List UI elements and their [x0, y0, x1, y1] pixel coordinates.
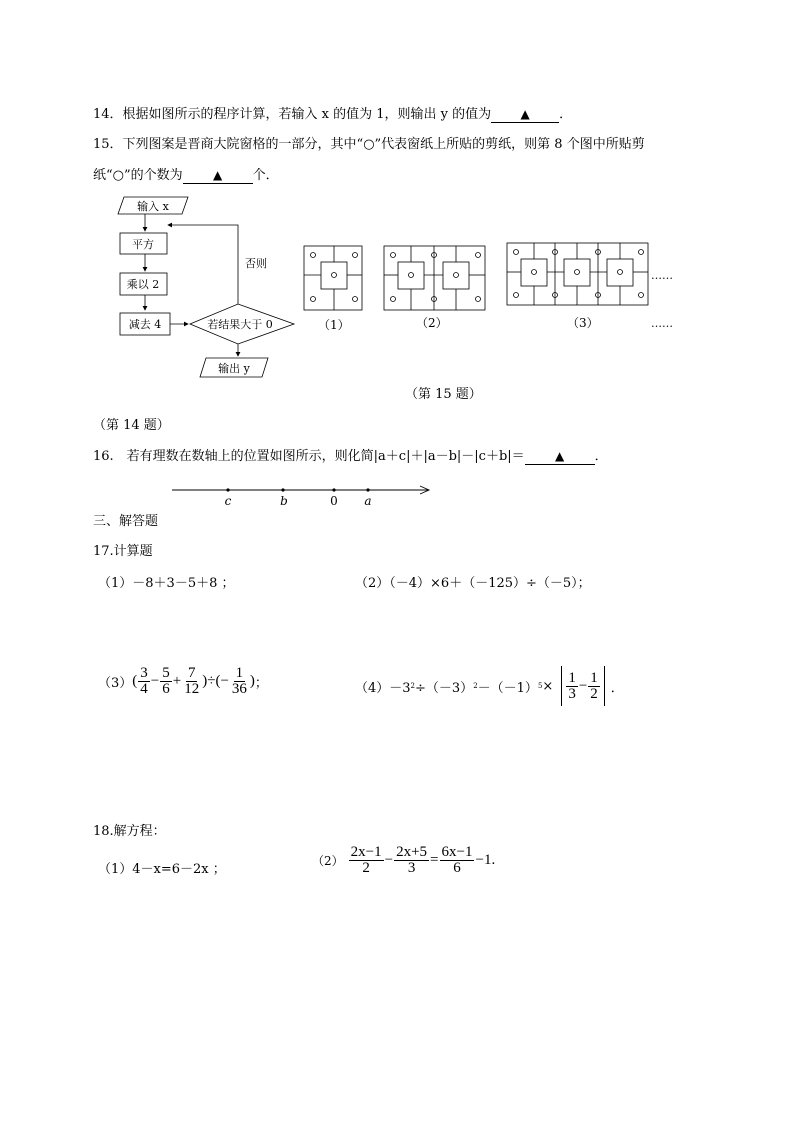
- q17-part-4: [355, 666, 624, 706]
- decision-label: 若结果大于 0: [207, 318, 273, 331]
- triangle-mark: ▲: [213, 168, 223, 182]
- number-line: [170, 480, 435, 510]
- ellipsis-1: ……: [651, 269, 673, 282]
- q17-p4-times: ×: [542, 678, 554, 694]
- section-3-title: 三、解答题: [93, 514, 159, 529]
- triangle-mark: ▲: [555, 449, 565, 463]
- q17-p3-end: ；: [254, 676, 268, 691]
- input-label: 输入 x: [137, 200, 169, 213]
- q18-p2-tail: −1.: [475, 852, 496, 868]
- q18-p2-label: （2）: [312, 854, 344, 868]
- fraction: $\frac{3}{4}$: [140, 665, 148, 697]
- exponent: 2: [473, 682, 478, 690]
- question-14: [93, 103, 572, 123]
- q17-p4-mid: ÷（－3）: [415, 680, 474, 696]
- q14-text: 14．根据如图所示的程序计算，若输入 x 的值为 1，则输出 y 的值为: [93, 107, 492, 122]
- multiply-label: 乘以 2: [126, 278, 160, 291]
- pattern-label-2: （2）: [416, 316, 448, 330]
- fraction: $\frac{7}{12}$: [184, 665, 200, 697]
- axis-label-b: b: [280, 494, 288, 508]
- axis-label-c: c: [224, 494, 232, 508]
- output-label: 输出 y: [218, 362, 250, 375]
- window-patterns: [300, 240, 690, 335]
- exponent: 2: [410, 682, 416, 690]
- answer-blank: [525, 449, 595, 465]
- q15-post: 个．: [252, 168, 279, 183]
- q15-caption: （第 15 题）: [405, 387, 482, 402]
- question-15-line1: 15．下列图案是晋商大院窗格的一部分，其中“○”代表窗纸上所贴的剪纸，则第 8 个图中所贴剪: [93, 137, 645, 152]
- fraction: $\frac{2x+5}{3}$: [396, 844, 428, 876]
- q14-caption: （第 14 题）: [93, 418, 170, 433]
- q14-end: ．: [559, 107, 573, 122]
- q17-p4-end: ．: [610, 680, 624, 696]
- question-16: [93, 445, 608, 465]
- q17-p4-label: （4）－3: [355, 680, 411, 696]
- pattern-3: [507, 243, 648, 305]
- q15-pre: 纸“○”的个数为: [93, 168, 183, 183]
- square-label: 平方: [132, 238, 154, 251]
- absolute-value: $\frac{1}{3}$ − $\frac{1}{2}$: [561, 666, 604, 706]
- triangle-mark: ▲: [520, 107, 530, 121]
- question-15-line2: [93, 164, 279, 184]
- q18-part-2: （2） $\frac{2x-1}{2}$ − $\frac{2x+5}{3}$ = $\frac{6x-1}{6}$ −1.: [312, 844, 496, 876]
- q17-p3-label: （3）: [98, 676, 133, 691]
- subtract-label: 减去 4: [128, 318, 162, 331]
- q17-p4-mid2: －（－1）: [477, 680, 538, 696]
- answer-blank: [491, 107, 559, 123]
- exponent: 5: [537, 682, 543, 690]
- flowchart: [108, 193, 298, 383]
- q17-part-1: （1）－8＋3－5＋8 ；: [98, 576, 235, 591]
- ellipsis-2: ……: [651, 317, 673, 330]
- axis-label-a: a: [364, 494, 372, 508]
- q18-title: 18.解方程：: [93, 824, 166, 839]
- q17-part-2: （2）（－4）×6＋（－125）÷（－5）；: [355, 576, 591, 591]
- q16-end: ．: [594, 449, 608, 464]
- pattern-2: [384, 246, 485, 310]
- axis-label-zero: 0: [330, 494, 338, 508]
- q17-part-3: （3） ( $\frac{3}{4}$ − $\frac{5}{6}$ + $\frac{7}{12}$ )÷(− $\frac{1}{36}$ ) ；: [98, 665, 268, 697]
- pattern-1: [304, 246, 362, 310]
- no-label: 否则: [245, 257, 267, 270]
- q16-text: 16. 若有理数在数轴上的位置如图所示，则化简|a＋c|＋|a－b|－|c＋b|＝: [93, 449, 525, 464]
- q18-part-1: （1）4－x=6－2x ；: [98, 862, 226, 877]
- fraction: $\frac{2x-1}{2}$: [350, 844, 382, 876]
- pattern-label-1: （1）: [318, 318, 350, 332]
- fraction: $\frac{6x-1}{6}$: [441, 844, 473, 876]
- fraction: $\frac{5}{6}$: [162, 665, 170, 697]
- answer-blank: [183, 168, 253, 184]
- q17-title: 17.计算题: [93, 544, 153, 559]
- fraction: $\frac{1}{36}$: [231, 665, 247, 697]
- pattern-label-3: （3）: [567, 316, 599, 330]
